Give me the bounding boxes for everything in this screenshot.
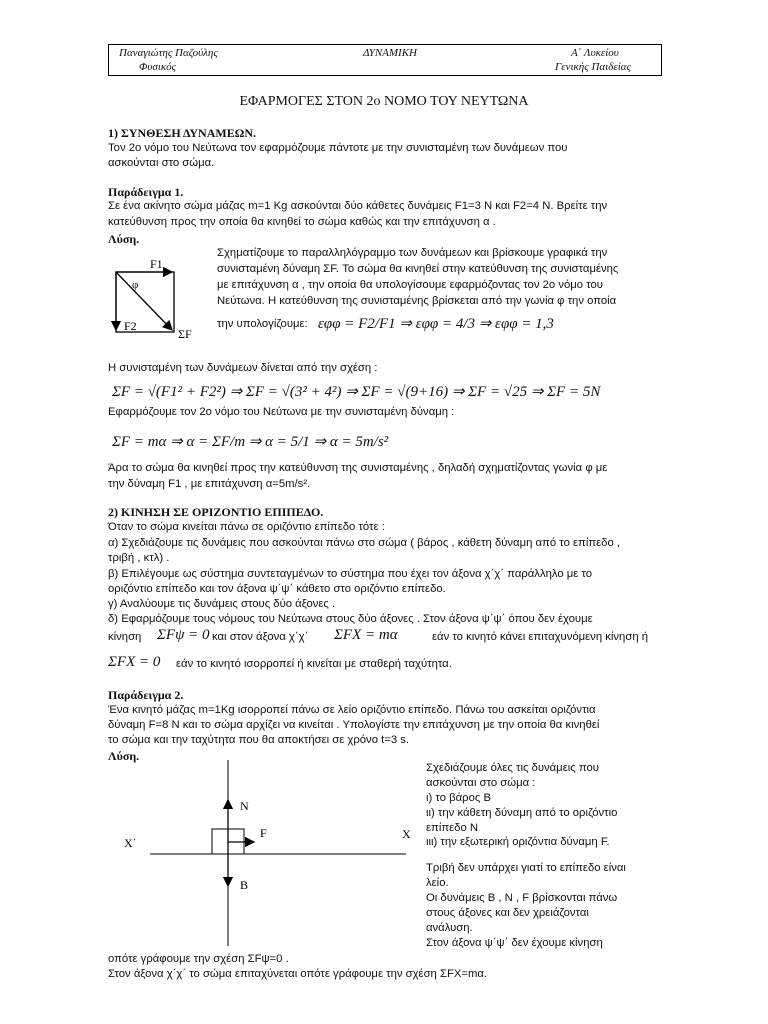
apply-law-text: Εφαρμόζουμε τον 2ο νόμο του Νεύτωνα με την συνισταμένη δύναμη : [108,406,455,418]
label-f: F [260,826,267,840]
force-parallelogram-figure [108,250,208,350]
conclusion-2: την δύναμη F1 , με επιτάχυνση α=5m/s². [108,478,311,490]
section2-line-6: δ) Εφαρμόζουμε τους νόμους του Νεύτωνα στους δύο άξονες . Στον άξονα ψ΄ψ΄ όπου δεν έχουμε [108,613,593,625]
side-line-9: Οι δυνάμεις Β , Ν , F βρίσκονται πάνω [426,892,618,904]
label-f2: F2 [124,319,137,333]
section2-line-1: α) Σχεδιάζουμε τις δυνάμεις που ασκούνται πάνω στο σώμα ( βάρος , κάθετη δύναμη από το επίπεδο , [108,537,621,549]
header-authors: Παναγιώτης Παζούλης [119,47,218,59]
motion-text-a: κίνηση [108,631,142,643]
example2-line-2: το σώμα και την ταχύτητα που θα αποκτήσει σε χρόνο t=3 s. [108,734,410,746]
solution1-line-4: Νεύτωνα. Η κατεύθυνση της συνισταμένης βρίσκεται από την γωνία φ την οποία [217,295,617,307]
example2-line-1: δύναμη F=8 N και το σώμα αρχίζει να κινείται . Υπολογίστε την επιτάχυνση με την οποία θα κινηθεί [108,719,600,731]
solution1-line-1: Σχηματίζουμε το παραλληλόγραμμο των δυνάμεων και βρίσκουμε γραφικά την [217,247,608,259]
solution1-line-3: με επιτάχυνση α , την οποία θα υπολογίσουμε εφαρμόζοντας τον 2ο νόμο του [217,279,603,291]
label-x-left: Χ΄ [124,836,137,850]
section2-line-3: β) Επιλέγουμε ως σύστημα συντεταγμένων το σύστημα που έχει τον άξονα χ΄χ΄ παράλληλο με το [108,568,593,580]
side-line-2: ι) το βάρος Β [426,792,491,804]
section2-line-2: τριβή , κτλ) . [108,552,170,564]
label-x-right: Χ [402,827,411,841]
side-line-1: ασκούνται στο σώμα : [426,777,536,789]
section2-line-0: Όταν το σώμα κινείται πάνω σε οριζόντιο επίπεδο τότε : [108,521,385,533]
side-line-10: στους άξονες και δεν χρειάζονται [426,907,589,919]
equation-sum-fx: ΣFX = mα [334,627,398,643]
conclusion-1: Άρα το σώμα θα κινηθεί προς την κατεύθυνση της συνισταμένης , δηλαδή σχηματίζοντας γωνία φ με [108,462,608,474]
label-f1: F1 [150,257,163,271]
example1-text-2: κατεύθυνση προς την οποία θα κινηθεί το σώμα καθώς και την επιτάχυνση α . [108,216,496,228]
side-line-8: λείο. [426,877,449,889]
motion-text-b: και στον άξονα χ΄χ΄ [212,631,309,643]
label-b: B [240,878,249,892]
side-line-11: ανάλυση. [426,922,473,934]
horizontal-plane-figure [108,758,418,948]
equation-sum-fx-zero: ΣFX = 0 [108,654,161,670]
label-phi: φ [132,279,139,291]
side-line-12: Στον άξονα ψ΄ψ΄ δεν έχουμε κίνηση [426,937,603,949]
equation-resultant: ΣF = √(F1² + F2²) ⇒ ΣF = √(3² + 4²) ⇒ ΣF = √(9+16) ⇒ ΣF = √25 ⇒ ΣF = 5N [112,384,601,400]
section1-intro-2: ασκούνται στο σώμα. [108,157,215,169]
page-header [108,44,662,76]
equation-acceleration: ΣF = mα ⇒ α = ΣF/m ⇒ α = 5/1 ⇒ α = 5m/s² [112,434,389,450]
label-n: N [240,799,249,813]
section1-heading: 1) ΣΥΝΘΕΣΗ ΔΥΝΑΜΕΩΝ. [108,126,256,140]
example1-text-1: Σε ένα ακίνητο σώμα μάζας m=1 Kg ασκούνται δύο κάθετες δυνάμεις F1=3 N και F2=4 N. Βρείτε την [108,200,608,212]
final-line-1: οπότε γράφουμε την σχέση ΣFψ=0 . [108,953,289,965]
side-line-5: ιιι) την εξωτερική οριζόντια δύναμη F. [426,836,610,848]
section2-line-4: οριζόντιο επίπεδο και τον άξονα ψ΄ψ΄ κάθετο στο οριζόντιο επίπεδο. [108,583,446,595]
side-line-3: ιι) την κάθετη δύναμη από το οριζόντιο [426,807,618,819]
header-class: Α΄ Λυκείου [571,47,619,59]
motion-text-d: εάν το κινητό ισορροπεί ή κινείται με σταθερή ταχύτητα. [176,658,452,670]
solution1-line-2: συνισταμένη δύναμη ΣF. Το σώμα θα κινηθεί στην κατεύθυνση της συνισταμένης [217,263,619,275]
motion-text-c: εάν το κινητό κάνει επιταχυνόμενη κίνηση ή [432,631,649,643]
example2-line-0: Ένα κινητό μάζας m=1Kg ισορροπεί πάνω σε λείο οριζόντιο επίπεδο. Πάνω του ασκείται οριζόντια [108,704,596,716]
header-school: Γενικής Παιδείας [555,61,631,73]
side-line-7: Τριβή δεν υπάρχει γιατί το επίπεδο είναι [426,862,626,874]
header-role: Φυσικός [139,61,177,73]
section2-line-5: γ) Αναλύουμε τις δυνάμεις στους δύο άξονες . [108,598,336,610]
solution1-line-5: την υπολογίζουμε: [217,318,308,330]
side-line-0: Σχεδιάζουμε όλες τις δυνάμεις που [426,762,599,774]
equation-sum-fy: ΣFψ = 0 [157,627,210,643]
side-line-4: επίπεδο Ν [426,822,479,834]
label-sum-f: ΣF [178,327,192,341]
final-line-2: Στον άξονα χ΄χ΄ το σώμα επιταχύνεται οπότε γράφουμε την σχέση ΣFX=mα. [108,968,488,980]
resultant-text: Η συνισταμένη των δυνάμεων δίνεται από την σχέση : [108,362,378,374]
equation-tan-phi: εφφ = F2/F1 ⇒ εφφ = 4/3 ⇒ εφφ = 1,3 [318,316,554,332]
example1-solution-label: Λύση. [108,232,140,246]
page-title: ΕΦΑΡΜΟΓΕΣ ΣΤΟΝ 2ο ΝΟΜΟ ΤΟΥ ΝΕΥΤΩΝΑ [239,94,529,109]
example1-heading: Παράδειγμα 1. [108,185,184,199]
example2-solution-label: Λύση. [108,749,140,763]
section2-heading: 2) ΚΙΝΗΣΗ ΣΕ ΟΡΙΖΟΝΤΙΟ ΕΠΙΠΕΔΟ. [108,505,324,519]
example2-heading: Παράδειγμα 2. [108,688,184,702]
section1-intro-1: Τον 2ο νόμο του Νεύτωνα τον εφαρμόζουμε πάντοτε με την συνισταμένη των δυνάμεων που [108,142,568,154]
header-subject: ΔΥΝΑΜΙΚΗ [363,47,417,59]
